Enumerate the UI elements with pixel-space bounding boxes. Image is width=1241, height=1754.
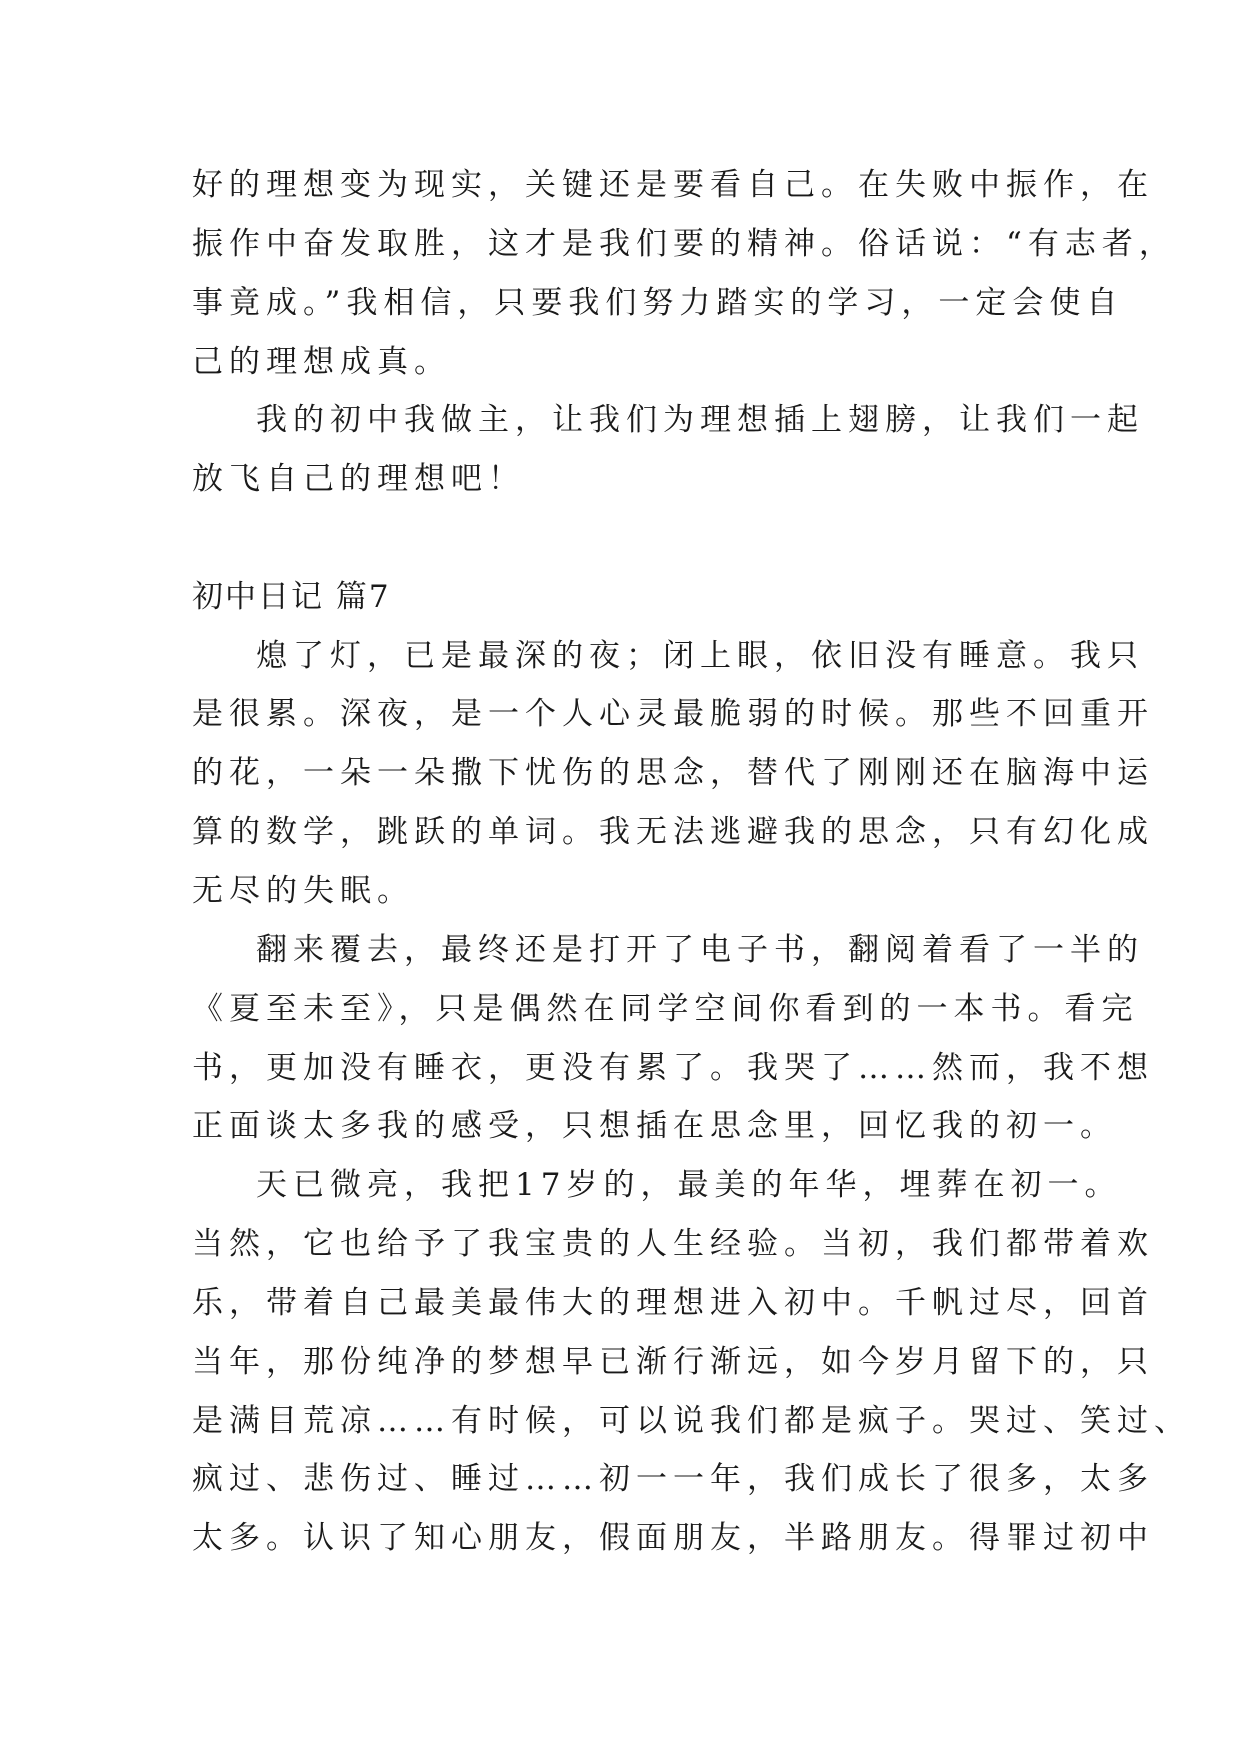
paragraph-line: 好的理想变为现实，关键还是要看自己。在失败中振作，在 (192, 167, 1154, 203)
paragraph-line: 乐，带着自己最美最伟大的理想进入初中。千帆过尽，回首 (192, 1285, 1154, 1321)
paragraph-line: 的花，一朵一朵撒下忧伤的思念，替代了刚刚还在脑海中运 (192, 755, 1154, 791)
paragraph-line: 《夏至未至》，只是偶然在同学空间你看到的一本书。看完 (192, 991, 1139, 1027)
paragraph-line: 振作中奋发取胜，这才是我们要的精神。俗话说：“有志者， (192, 226, 1176, 262)
paragraph-line: 翻来覆去，最终还是打开了电子书，翻阅着看了一半的 (256, 932, 1144, 968)
paragraph-line: 正面谈太多我的感受，只想插在思念里，回忆我的初一。 (192, 1108, 1117, 1144)
paragraph-line: 疯过、悲伤过、睡过……初一一年，我们成长了很多，太多 (192, 1461, 1154, 1497)
paragraph-line: 太多。认识了知心朋友，假面朋友，半路朋友。得罪过初中 (192, 1520, 1154, 1556)
paragraph-line: 无尽的失眠。 (192, 873, 414, 909)
paragraph-line: 是很累。深夜，是一个人心灵最脆弱的时候。那些不回重开 (192, 696, 1154, 732)
paragraph-line: 熄了灯，已是最深的夜；闭上眼，依旧没有睡意。我只 (256, 638, 1144, 674)
paragraph-line: 己的理想成真。 (192, 344, 451, 380)
paragraph-line: 书，更加没有睡衣，更没有累了。我哭了……然而，我不想 (192, 1050, 1154, 1086)
section-heading: 初中日记 篇7 (192, 579, 391, 615)
paragraph-line: 当年，那份纯净的梦想早已渐行渐远，如今岁月留下的，只 (192, 1344, 1154, 1380)
paragraph-line: 算的数学，跳跃的单词。我无法逃避我的思念，只有幻化成 (192, 814, 1154, 850)
paragraph-line: 当然，它也给予了我宝贵的人生经验。当初，我们都带着欢 (192, 1226, 1154, 1262)
paragraph-line: 事竟成。”我相信，只要我们努力踏实的学习，一定会使自 (192, 285, 1124, 321)
paragraph-line: 我的初中我做主，让我们为理想插上翅膀，让我们一起 (256, 402, 1144, 438)
paragraph-line: 是满目荒凉……有时候，可以说我们都是疯子。哭过、笑过、 (192, 1403, 1191, 1439)
paragraph-line: 天已微亮，我把17岁的，最美的年华，埋葬在初一。 (256, 1167, 1122, 1203)
paragraph-line: 放飞自己的理想吧！ (192, 461, 525, 497)
